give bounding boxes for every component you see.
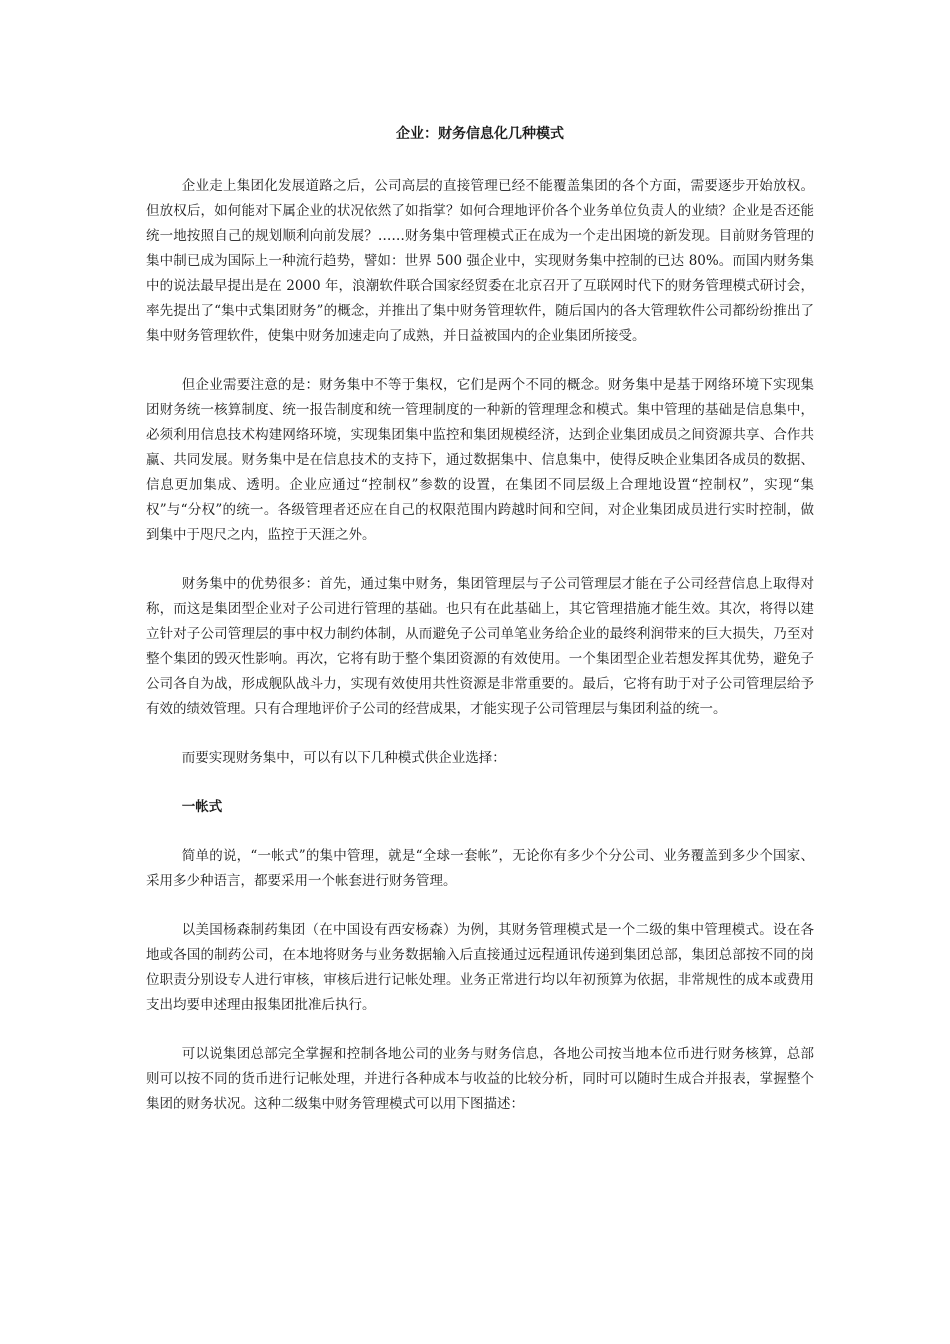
paragraph-centralization: 但企业需要注意的是：财务集中不等于集权，它们是两个不同的概念。财务集中是基于网络环境下实现集团财务统一核算制度、统一报告制度和统一管理制度的一种新的管理理念和模式。集中管理的基础是信息集中，必须利用信息技术构建网络环境，实现集团集中监控和集团规模经济，达到企业集团成员之间资源共享、合作共赢、共同发展。财务集中是在信息技术的支持下，通过数据集中、信息集中，使得反映企业集团各成员的数据、信息更加集成、透明。企业应通过“控制权”参数的设置，在集团不同层级上合理地设置“控制权”，实现“集权”与“分权”的统一。各级管理者还应在自己的权限范围内跨越时间和空间，对企业集团成员进行实时控制，做到集中于咫尺之内，监控于天涯之外。 [146, 377, 814, 543]
section-heading: 一帐式 [181, 799, 223, 815]
paragraph-one-ledger: 简单的说，“一帐式”的集中管理，就是“全球一套帐”，无论你有多少个分公司、业务覆盖到多少个国家、采用多少种语言，都要采用一个帐套进行财务管理。 [146, 848, 814, 889]
paragraph-advantages: 财务集中的优势很多：首先，通过集中财务，集团管理层与子公司管理层才能在子公司经营信息上取得对称，而这是集团型企业对子公司进行管理的基础。也只有在此基础上，其它管理措施才能生效。其次，将得以建立针对子公司管理层的事中权力制约体制，从而避免子公司单笔业务给企业的最终利润带来的巨大损失，乃至对整个集团的毁灭性影响。再次，它将有助于整个集团资源的有效使用。一个集团型企业若想发挥其优势，避免子公司各自为战，形成舰队战斗力，实现有效使用共性资源是非常重要的。最后，它将有助于对子公司管理层给予有效的绩效管理。只有合理地评价子公司的经营成果，才能实现子公司管理层与集团利益的统一。 [146, 576, 814, 717]
paragraph-intro: 企业走上集团化发展道路之后，公司高层的直接管理已经不能覆盖集团的各个方面，需要逐步开始放权。但放权后，如何能对下属企业的状况依然了如指掌？如何合理地评价各个业务单位负责人的业绩？企业是否还能统一地按照自己的规划顺利向前发展？……财务集中管理模式正在成为一个走出困境的新发现。目前财务管理的集中制已成为国际上一种流行趋势，譬如：世界 500 强企业中，实现财务集中控制的已达 80%。而国内财务集中的说法最早提出是在 2000 年，浪潮软件联合国家经贸委在北京召开了互联网时代下的财务管理模式研讨会，率先提出了“集中式集团财务”的概念，并推出了集中财务管理软件，随后国内的各大管理软件公司都纷纷推出了集中财务管理软件，使集中财务加速走向了成熟，并日益被国内的企业集团所接受。 [146, 178, 814, 344]
document-title: 企业：财务信息化几种模式 [396, 126, 564, 142]
paragraph-headquarters-control: 可以说集团总部完全掌握和控制各地公司的业务与财务信息，各地公司按当地本位币进行财务核算，总部则可以按不同的货币进行记帐处理，并进行各种成本与收益的比较分析，同时可以随时生成合并报表，掌握整个集团的财务状况。这种二级集中财务管理模式可以用下图描述： [146, 1046, 814, 1112]
document-page [146, 124, 814, 1141]
paragraph-janssen-example: 以美国杨森制药集团（在中国设有西安杨森）为例，其财务管理模式是一个二级的集中管理模式。设在各地或各国的制药公司，在本地将财务与业务数据输入后直接通过远程通讯传递到集团总部，集团总部按不同的岗位职责分别设专人进行审核，审核后进行记帐处理。业务正常进行均以年初预算为依据，非常规性的成本或费用支出均要申述理由报集团批准后执行。 [146, 922, 814, 1013]
paragraph-modes-intro: 而要实现财务集中，可以有以下几种模式供企业选择： [181, 750, 506, 766]
